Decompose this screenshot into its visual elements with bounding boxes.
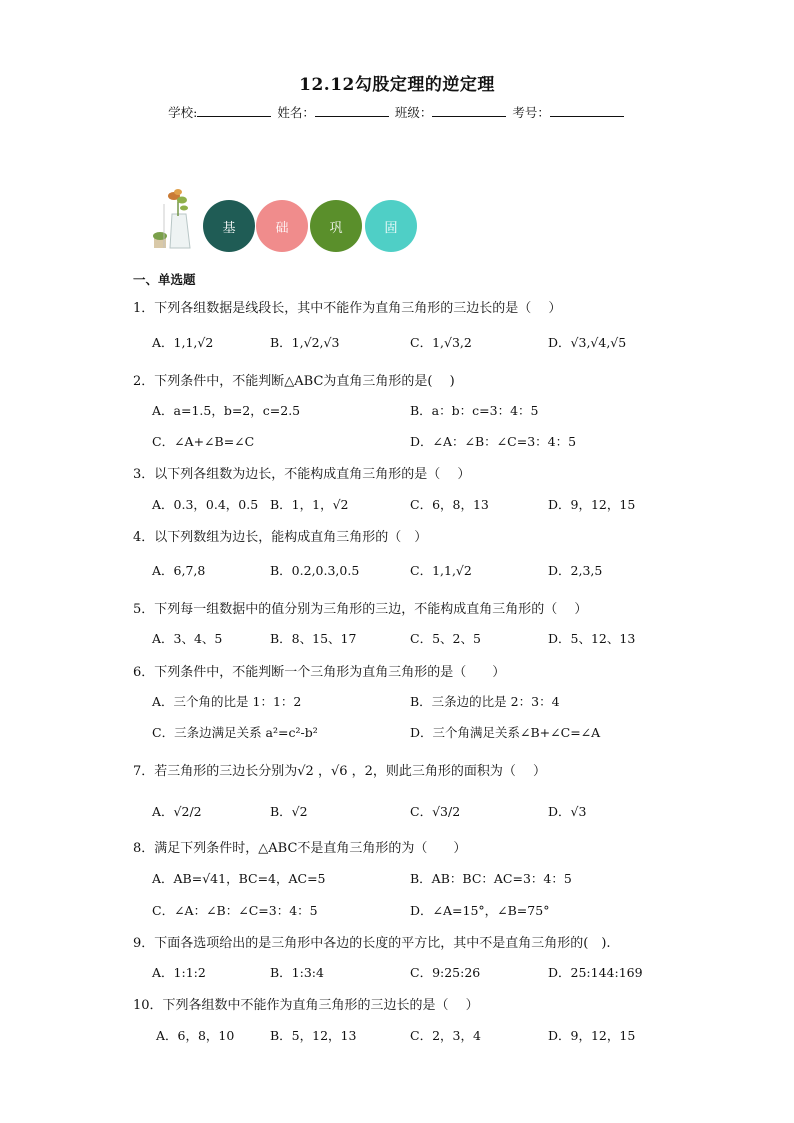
q7-option-b[interactable]: B．√2 (270, 804, 308, 819)
question-4: 4．以下列数组为边长，能构成直角三角形的（ ） (133, 530, 428, 545)
class-label: 班级： (394, 105, 433, 120)
school-label: 学校: (168, 105, 198, 120)
q3-option-b[interactable]: B．1，1，√2 (270, 497, 349, 512)
q6-option-d[interactable]: D．三个角满足关系∠B+∠C=∠A (410, 725, 601, 740)
q5-option-a[interactable]: A．3、4、5 (152, 631, 223, 646)
q6-option-c[interactable]: C．三条边满足关系 a²=c²-b² (152, 725, 318, 740)
q1-option-a[interactable]: A．1,1,√2 (152, 335, 214, 350)
name-label: 姓名： (277, 105, 315, 120)
q3-option-c[interactable]: C．6，8，13 (410, 497, 489, 512)
q8-option-c[interactable]: C．∠A：∠B：∠C=3：4：5 (152, 903, 318, 918)
q9-option-c[interactable]: C．9:25:26 (410, 965, 481, 980)
plant-vase-icon (150, 186, 198, 252)
q9-option-a[interactable]: A．1:1:2 (152, 965, 206, 980)
banner-circle-4: 固 (365, 200, 417, 252)
q4-option-b[interactable]: B．0.2,0.3,0.5 (270, 563, 360, 578)
q2-option-b[interactable]: B．a：b：c=3：4：5 (410, 403, 539, 418)
q7-option-a[interactable]: A．√2/2 (152, 804, 202, 819)
q2-option-a[interactable]: A．a=1.5，b=2，c=2.5 (152, 403, 301, 418)
school-blank[interactable] (197, 104, 271, 117)
q4-option-c[interactable]: C．1,1,√2 (410, 563, 472, 578)
question-8: 8．满足下列条件时，△ABC不是直角三角形的为（ ） (133, 841, 467, 856)
q9-option-d[interactable]: D．25:144:169 (548, 965, 643, 980)
question-7: 7．若三角形的三边长分别为√2 ，√6 ，2，则此三角形的面积为（ ） (133, 764, 547, 779)
q10-option-d[interactable]: D．9，12，15 (548, 1028, 636, 1043)
q6-option-b[interactable]: B．三条边的比是 2：3：4 (410, 694, 560, 709)
q4-option-a[interactable]: A．6,7,8 (152, 563, 206, 578)
page-title: 12.12勾股定理的逆定理 (299, 75, 495, 95)
question-9: 9．下面各选项给出的是三角形中各边的长度的平方比，其中不是直角三角形的( ). (133, 936, 611, 951)
question-1: 1．下列各组数据是线段长，其中不能作为直角三角形的三边长的是（ ） (133, 301, 562, 316)
q8-option-b[interactable]: B．AB：BC：AC=3：4：5 (410, 871, 572, 886)
section-heading: 一、单选题 (133, 272, 196, 287)
q10-option-c[interactable]: C．2，3，4 (410, 1028, 481, 1043)
q3-option-d[interactable]: D．9，12，15 (548, 497, 636, 512)
number-label: 考号： (512, 105, 550, 120)
banner-circle-1: 基 (203, 200, 255, 252)
q1-option-c[interactable]: C．1,√3,2 (410, 335, 472, 350)
q2-option-c[interactable]: C．∠A+∠B=∠C (152, 434, 255, 449)
number-blank[interactable] (550, 104, 624, 117)
q10-option-b[interactable]: B．5，12，13 (270, 1028, 357, 1043)
q1-option-d[interactable]: D．√3,√4,√5 (548, 335, 627, 350)
q3-option-a[interactable]: A．0.3，0.4，0.5 (152, 497, 259, 512)
q1-option-b[interactable]: B．1,√2,√3 (270, 335, 340, 350)
banner-circle-2: 础 (256, 200, 308, 252)
q5-option-c[interactable]: C．5、2、5 (410, 631, 481, 646)
question-2: 2．下列条件中，不能判断△ABC为直角三角形的是( ) (133, 374, 455, 389)
q5-option-d[interactable]: D．5、12、13 (548, 631, 636, 646)
q8-option-d[interactable]: D．∠A=15°，∠B=75° (410, 903, 550, 918)
q7-option-d[interactable]: D．√3 (548, 804, 587, 819)
question-5: 5．下列每一组数据中的值分别为三角形的三边，不能构成直角三角形的（ ） (133, 602, 588, 617)
class-blank[interactable] (432, 104, 506, 117)
q4-option-d[interactable]: D．2,3,5 (548, 563, 603, 578)
name-blank[interactable] (315, 104, 389, 117)
question-6: 6．下列条件中，不能判断一个三角形为直角三角形的是（ ） (133, 665, 506, 680)
q9-option-b[interactable]: B．1:3:4 (270, 965, 324, 980)
q8-option-a[interactable]: A．AB=√41，BC=4，AC=5 (152, 871, 326, 886)
q7-option-c[interactable]: C．√3/2 (410, 804, 461, 819)
q6-option-a[interactable]: A．三个角的比是 1：1：2 (152, 694, 302, 709)
banner-circle-3: 巩 (310, 200, 362, 252)
question-10: 10．下列各组数中不能作为直角三角形的三边长的是（ ） (133, 998, 479, 1013)
question-3: 3．以下列各组数为边长，不能构成直角三角形的是（ ） (133, 467, 471, 482)
q10-option-a[interactable]: A．6，8，10 (156, 1028, 235, 1043)
student-info-line (0, 103, 794, 121)
q5-option-b[interactable]: B．8、15、17 (270, 631, 357, 646)
q2-option-d[interactable]: D．∠A：∠B：∠C=3：4：5 (410, 434, 577, 449)
